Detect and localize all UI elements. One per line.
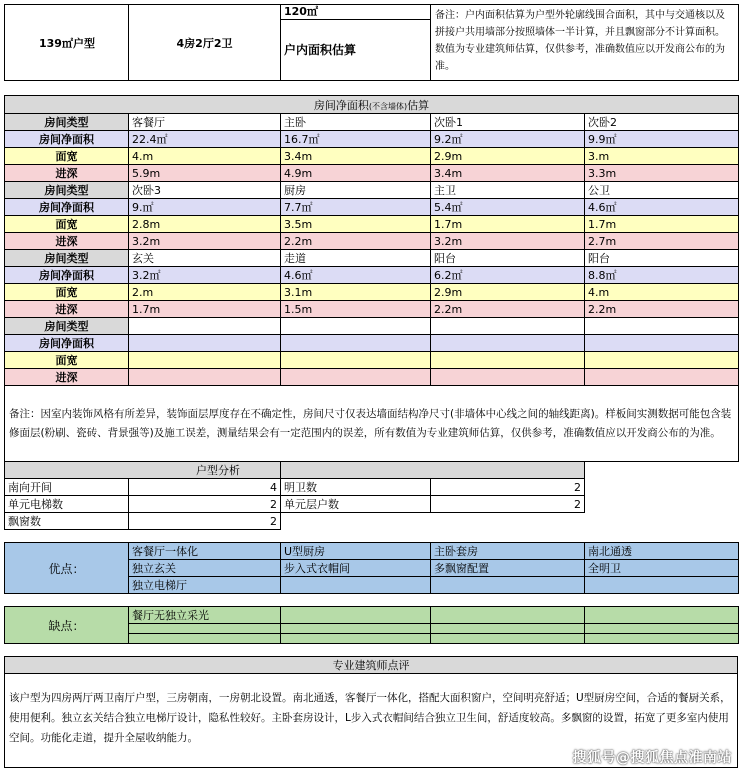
pros-label: 优点： bbox=[5, 543, 129, 594]
room-width-value: 3.5m bbox=[281, 216, 431, 233]
analysis-grid bbox=[4, 461, 585, 530]
room-depth-label: 进深 bbox=[5, 369, 129, 386]
room-type-value bbox=[281, 318, 431, 335]
watermark: 搜狐号@搜狐焦点淮南站 bbox=[572, 750, 732, 766]
pro-item: 全明卫 bbox=[585, 560, 739, 577]
room-type-value: 次卧1 bbox=[431, 114, 585, 131]
pro-item: U型厨房 bbox=[281, 543, 431, 560]
room-depth-value bbox=[129, 369, 281, 386]
room-type-label: 房间类型 bbox=[5, 114, 129, 131]
con-item bbox=[585, 607, 739, 624]
room-type-value: 玄关 bbox=[129, 250, 281, 267]
room-row-room-area bbox=[5, 199, 739, 216]
room-area-value: 7.7㎡ bbox=[281, 199, 431, 216]
room-width-value: 4.m bbox=[585, 284, 739, 301]
room-width-value: 2.9m bbox=[431, 148, 585, 165]
room-width-value: 1.7m bbox=[585, 216, 739, 233]
room-area-label: 房间净面积 bbox=[5, 199, 129, 216]
room-row-room-width bbox=[5, 352, 739, 369]
room-row-room-area bbox=[5, 267, 739, 284]
room-depth-value bbox=[431, 369, 585, 386]
room-width-value: 2.8m bbox=[129, 216, 281, 233]
room-area-value: 9.㎡ bbox=[129, 199, 281, 216]
analysis-label-elevators: 单元电梯数 bbox=[5, 496, 129, 513]
room-row-room-type bbox=[5, 318, 739, 335]
unit-layout: 4房2厅2卫 bbox=[129, 5, 281, 81]
room-type-value: 阳台 bbox=[431, 250, 585, 267]
room-depth-value: 3.3m bbox=[585, 165, 739, 182]
room-row-room-depth bbox=[5, 233, 739, 250]
area-estimate-cell bbox=[281, 5, 431, 81]
room-depth-value: 2.2m bbox=[585, 301, 739, 318]
room-row-room-area bbox=[5, 335, 739, 352]
room-depth-label: 进深 bbox=[5, 233, 129, 250]
analysis-value-south: 4 bbox=[129, 479, 281, 496]
analysis-label-bay-windows: 飘窗数 bbox=[5, 513, 129, 530]
room-row-room-width bbox=[5, 148, 739, 165]
room-width-label: 面宽 bbox=[5, 216, 129, 233]
pro-item bbox=[281, 577, 431, 594]
room-area-label: 房间净面积 bbox=[5, 131, 129, 148]
room-type-value: 客餐厅 bbox=[129, 114, 281, 131]
room-area-label: 房间净面积 bbox=[5, 267, 129, 284]
pro-item: 步入式衣帽间 bbox=[281, 560, 431, 577]
room-type-value: 主卧 bbox=[281, 114, 431, 131]
pro-item bbox=[431, 577, 585, 594]
room-type-value bbox=[129, 318, 281, 335]
area-label: 户内面积估算 bbox=[284, 43, 357, 57]
header-note: 备注：户内面积估算为户型外轮廓线围合面积，其中与交通核以及拼接户共用墙部分按照墙体一半计算，并且飘窗部分不计算面积。数值为专业建筑师估算，仅供参考，准确数值应以开发商公布的为准。 bbox=[431, 5, 739, 81]
room-area-label: 房间净面积 bbox=[5, 335, 129, 352]
room-row-room-depth bbox=[5, 165, 739, 182]
room-width-label: 面宽 bbox=[5, 352, 129, 369]
room-width-value: 3.m bbox=[585, 148, 739, 165]
header-table bbox=[4, 4, 739, 81]
room-type-value: 阳台 bbox=[585, 250, 739, 267]
con-item bbox=[281, 607, 431, 624]
room-type-value: 次卧3 bbox=[129, 182, 281, 199]
room-area-value: 3.2㎡ bbox=[129, 267, 281, 284]
con-item bbox=[281, 634, 431, 644]
room-width-value bbox=[129, 352, 281, 369]
room-depth-value: 5.9m bbox=[129, 165, 281, 182]
room-depth-value: 3.2m bbox=[431, 233, 585, 250]
cons-table bbox=[4, 606, 739, 644]
con-item bbox=[281, 624, 431, 634]
pro-item: 主卧套房 bbox=[431, 543, 585, 560]
room-row-room-area bbox=[5, 131, 739, 148]
room-depth-label: 进深 bbox=[5, 165, 129, 182]
rooms-note: 备注：因室内装饰风格有所差异，装饰面层厚度存在不确定性，房间尺寸仅表达墙面结构净尺寸(非墙体中心线之间的轴线距离)。样板间实测数据可能包含装修面层(粉刷、瓷砖、背景强等)及施工误差，测量结果会有一定范围内的误差，所有数值为专业建筑师估算，仅供参考，准确数值应以开发商公布的为准。 bbox=[5, 386, 739, 462]
analysis-value-bay-windows: 2 bbox=[129, 513, 281, 530]
room-depth-label: 进深 bbox=[5, 301, 129, 318]
con-item bbox=[431, 607, 585, 624]
analysis-value-units-per-floor: 2 bbox=[431, 496, 585, 513]
room-type-label: 房间类型 bbox=[5, 250, 129, 267]
room-area-value: 5.4㎡ bbox=[431, 199, 585, 216]
analysis-empty bbox=[431, 513, 585, 530]
room-row-room-depth bbox=[5, 369, 739, 386]
con-item bbox=[129, 634, 281, 644]
room-type-value: 厨房 bbox=[281, 182, 431, 199]
room-area-value: 8.8㎡ bbox=[585, 267, 739, 284]
room-area-value: 16.7㎡ bbox=[281, 131, 431, 148]
analysis-value-bright-bath: 2 bbox=[431, 479, 585, 496]
analysis-label-units-per-floor: 单元层户数 bbox=[281, 496, 431, 513]
room-type-value: 次卧2 bbox=[585, 114, 739, 131]
room-type-value bbox=[431, 318, 585, 335]
room-area-value bbox=[129, 335, 281, 352]
con-item bbox=[585, 634, 739, 644]
review-title: 专业建筑师点评 bbox=[5, 657, 738, 674]
room-row-room-type bbox=[5, 250, 739, 267]
room-depth-value bbox=[281, 369, 431, 386]
room-area-value: 4.6㎡ bbox=[585, 199, 739, 216]
room-row-room-depth bbox=[5, 301, 739, 318]
rooms-title: 房间净面积(不含墙体)估算 bbox=[5, 96, 739, 114]
con-item bbox=[585, 624, 739, 634]
con-item: 餐厅无独立采光 bbox=[129, 607, 281, 624]
room-width-label: 面宽 bbox=[5, 284, 129, 301]
room-type-label: 房间类型 bbox=[5, 318, 129, 335]
room-area-value bbox=[585, 335, 739, 352]
room-area-value bbox=[431, 335, 585, 352]
room-width-value: 4.m bbox=[129, 148, 281, 165]
room-area-value: 9.2㎡ bbox=[431, 131, 585, 148]
room-type-value: 走道 bbox=[281, 250, 431, 267]
room-depth-value: 1.7m bbox=[129, 301, 281, 318]
room-width-value bbox=[585, 352, 739, 369]
room-width-value: 3.1m bbox=[281, 284, 431, 301]
con-item bbox=[431, 624, 585, 634]
room-depth-value: 2.7m bbox=[585, 233, 739, 250]
room-depth-value: 4.9m bbox=[281, 165, 431, 182]
pro-item: 客餐厅一体化 bbox=[129, 543, 281, 560]
room-type-value: 主卫 bbox=[431, 182, 585, 199]
room-depth-value: 2.2m bbox=[431, 301, 585, 318]
area-value: 120㎡ bbox=[281, 5, 430, 20]
room-depth-value: 3.2m bbox=[129, 233, 281, 250]
room-type-label: 房间类型 bbox=[5, 182, 129, 199]
con-item bbox=[129, 624, 281, 634]
review-text: 该户型为四房两厅两卫南厅户型，三房朝南，一房朝北设置。南北通透，客餐厅一体化，搭配大面积窗户，空间明亮舒适；U型厨房空间，合适的餐厨关系，使用便利。独立玄关结合独立电梯厅设计，隐私性较好。主卧套房设计，L步入式衣帽间结合独立卫生间，舒适度较高。多飘窗的设置，拓宽了更多室内使用空间。功能化走道，提升全屋收纳能力。 bbox=[5, 674, 738, 768]
analysis-label-bright-bath: 明卫数 bbox=[281, 479, 431, 496]
room-width-value bbox=[431, 352, 585, 369]
room-type-value: 公卫 bbox=[585, 182, 739, 199]
room-row-room-width bbox=[5, 284, 739, 301]
con-item bbox=[431, 634, 585, 644]
pro-item: 独立电梯厅 bbox=[129, 577, 281, 594]
room-row-room-type bbox=[5, 114, 739, 131]
room-width-value bbox=[281, 352, 431, 369]
room-width-value: 1.7m bbox=[431, 216, 585, 233]
room-width-value: 2.9m bbox=[431, 284, 585, 301]
room-area-value: 9.9㎡ bbox=[585, 131, 739, 148]
analysis-value-elevators: 2 bbox=[129, 496, 281, 513]
room-row-room-type bbox=[5, 182, 739, 199]
room-depth-value bbox=[585, 369, 739, 386]
analysis-header: 户型分析 bbox=[5, 462, 281, 479]
pro-item: 多飘窗配置 bbox=[431, 560, 585, 577]
room-area-value bbox=[281, 335, 431, 352]
pro-item: 南北通透 bbox=[585, 543, 739, 560]
unit-type: 139㎡户型 bbox=[5, 5, 129, 81]
pro-item bbox=[585, 577, 739, 594]
room-depth-value: 1.5m bbox=[281, 301, 431, 318]
room-area-value: 4.6㎡ bbox=[281, 267, 431, 284]
room-width-value: 3.4m bbox=[281, 148, 431, 165]
analysis-overlay bbox=[4, 461, 738, 531]
rooms-table bbox=[4, 95, 739, 462]
pro-item: 独立玄关 bbox=[129, 560, 281, 577]
pros-table bbox=[4, 542, 739, 594]
room-width-value: 2.m bbox=[129, 284, 281, 301]
room-area-value: 6.2㎡ bbox=[431, 267, 585, 284]
analysis-empty bbox=[281, 513, 431, 530]
room-area-value: 22.4㎡ bbox=[129, 131, 281, 148]
room-depth-value: 3.4m bbox=[431, 165, 585, 182]
cons-label: 缺点： bbox=[5, 607, 129, 644]
room-type-value bbox=[585, 318, 739, 335]
analysis-header-fill bbox=[281, 462, 585, 479]
room-depth-value: 2.2m bbox=[281, 233, 431, 250]
room-row-room-width bbox=[5, 216, 739, 233]
analysis-label-south: 南向开间 bbox=[5, 479, 129, 496]
room-width-label: 面宽 bbox=[5, 148, 129, 165]
